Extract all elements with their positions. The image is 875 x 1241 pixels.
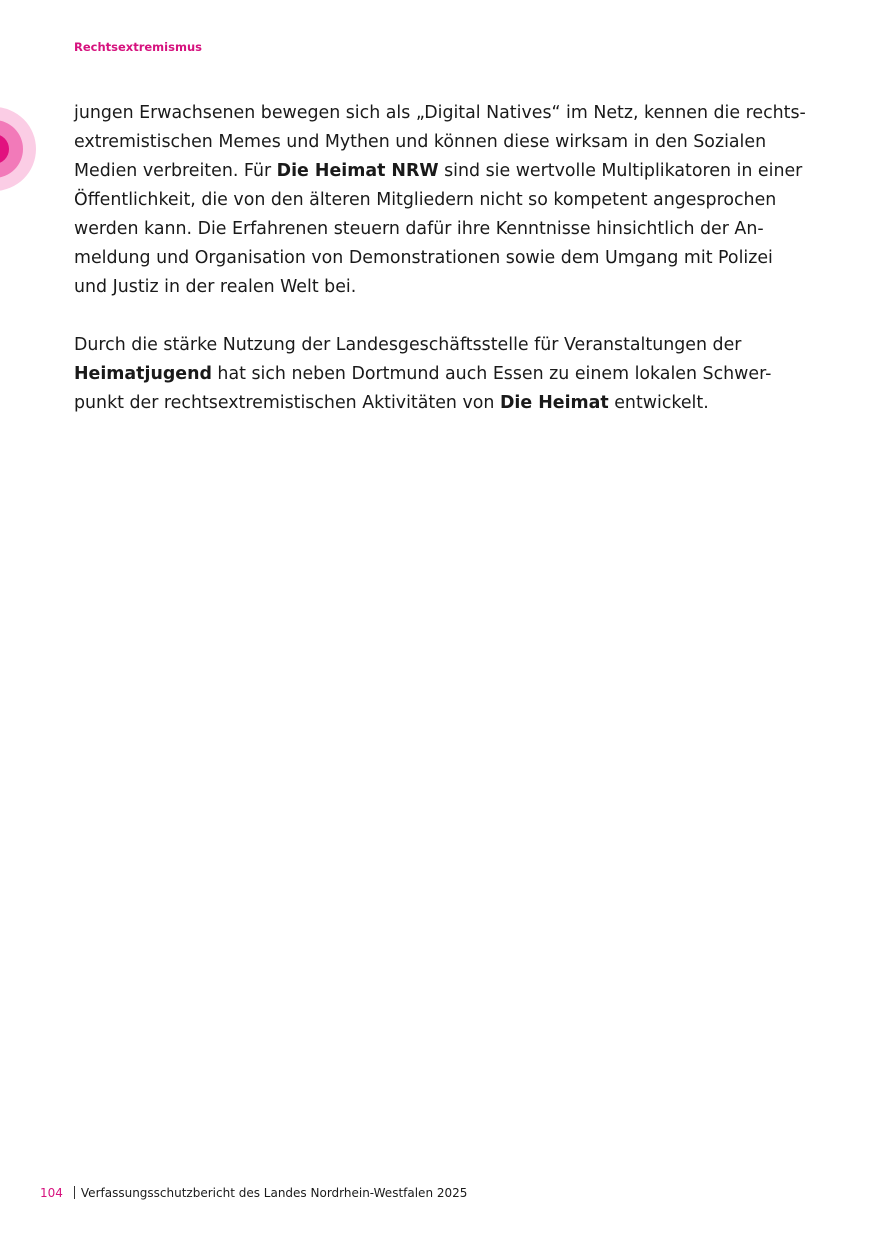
paragraph-2 [74, 331, 809, 418]
text-run: Medien verbreiten. Für [74, 161, 277, 181]
concentric-circle-marker-icon [0, 107, 36, 191]
text-line: Öffentlichkeit, die von den älteren Mitgliedern nicht so kompetent angesprochen [74, 190, 777, 210]
text-line: werden kann. Die Erfahrenen steuern dafür ihre Kenntnisse hinsichtlich der An- [74, 219, 764, 239]
text-line: extremistischen Memes und Mythen und können diese wirksam in den Sozialen [74, 132, 767, 152]
page-footer [40, 1186, 467, 1200]
page-number: 104 [40, 1186, 63, 1200]
text-line: meldung und Organisation von Demonstrationen sowie dem Umgang mit Polizei [74, 248, 773, 268]
bold-term-die-heimat-nrw: Die Heimat NRW [276, 161, 439, 181]
footer-divider [74, 1186, 75, 1199]
text-line: jungen Erwachsenen bewegen sich als „Digital Natives“ im Netz, kennen die rechts- [74, 103, 806, 123]
text-line [74, 157, 809, 186]
text-run: sind sie wertvolle Multiplikatoren in einer [438, 161, 803, 181]
main-content [74, 99, 809, 418]
section-header: Rechtsextremismus [74, 40, 202, 54]
footer-title: Verfassungsschutzbericht des Landes Nordrhein-Westfalen 2025 [80, 1186, 468, 1200]
text-run: entwickelt. [608, 393, 709, 413]
bold-term-heimatjugend: Heimatjugend [74, 364, 212, 384]
text-line: Durch die stärke Nutzung der Landesgeschäftsstelle für Veranstaltungen der [74, 335, 742, 355]
text-line [74, 360, 809, 389]
paragraph-1 [74, 99, 809, 302]
text-run: hat sich neben Dortmund auch Essen zu einem lokalen Schwer- [211, 364, 772, 384]
text-line [74, 389, 809, 418]
text-line: und Justiz in der realen Welt bei. [74, 277, 357, 297]
text-run: punkt der rechtsextremistischen Aktivitäten von [74, 393, 500, 413]
bold-term-die-heimat: Die Heimat [499, 393, 609, 413]
